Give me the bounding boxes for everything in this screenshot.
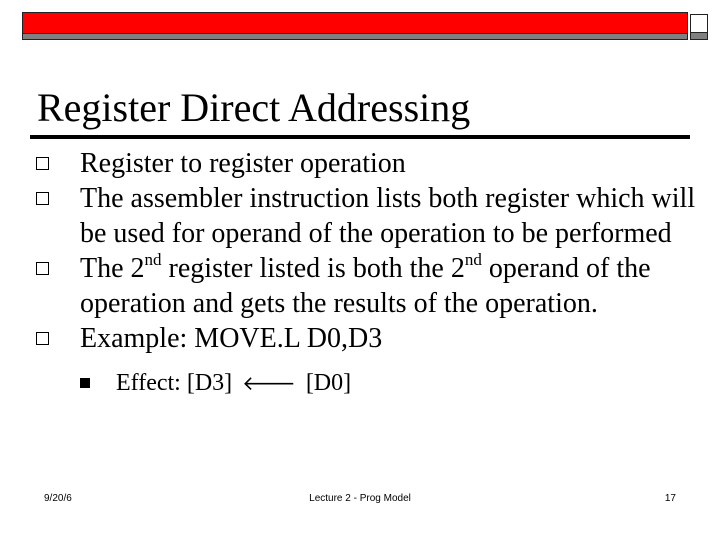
sub-bullet-label: Effect: [D3] [116, 370, 239, 396]
top-decorative-bar [22, 12, 688, 40]
bullet-item [36, 251, 696, 321]
hollow-square-bullet-icon [36, 332, 49, 345]
filled-square-bullet-icon [80, 378, 90, 388]
slide-number: 17 [664, 493, 676, 504]
footer-date: 9/20/6 [44, 493, 72, 504]
hollow-square-bullet-icon [36, 192, 49, 205]
bullet-item [36, 321, 696, 356]
bullet-item [36, 146, 696, 181]
title-underline [30, 135, 690, 139]
left-arrow-icon: 🡐 [242, 371, 296, 395]
corner-square-inner [690, 14, 708, 33]
bullet-text: The 2nd register listed is both the 2nd operand of the operation and gets the results of the operation. [80, 250, 651, 319]
bullet-text: Register to register operation [80, 148, 406, 179]
bullet-text: The assembler instruction lists both register which will be used for operand of the operation to be performed [80, 183, 696, 249]
superscript: nd [144, 250, 162, 269]
superscript: nd [464, 250, 482, 269]
footer-title: Lecture 2 - Prog Model [309, 493, 411, 504]
slide-title: Register Direct Addressing [37, 85, 471, 130]
bullet-item [36, 181, 696, 251]
hollow-square-bullet-icon [36, 262, 49, 275]
red-bar [22, 12, 688, 34]
hollow-square-bullet-icon [36, 157, 49, 170]
sub-bullet-item [36, 368, 696, 398]
gray-bar [22, 33, 688, 40]
sub-bullet-after: [D0] [299, 370, 352, 396]
bullet-text: Example: MOVE.L D0,D3 [80, 323, 383, 354]
bullet-list [36, 146, 696, 398]
